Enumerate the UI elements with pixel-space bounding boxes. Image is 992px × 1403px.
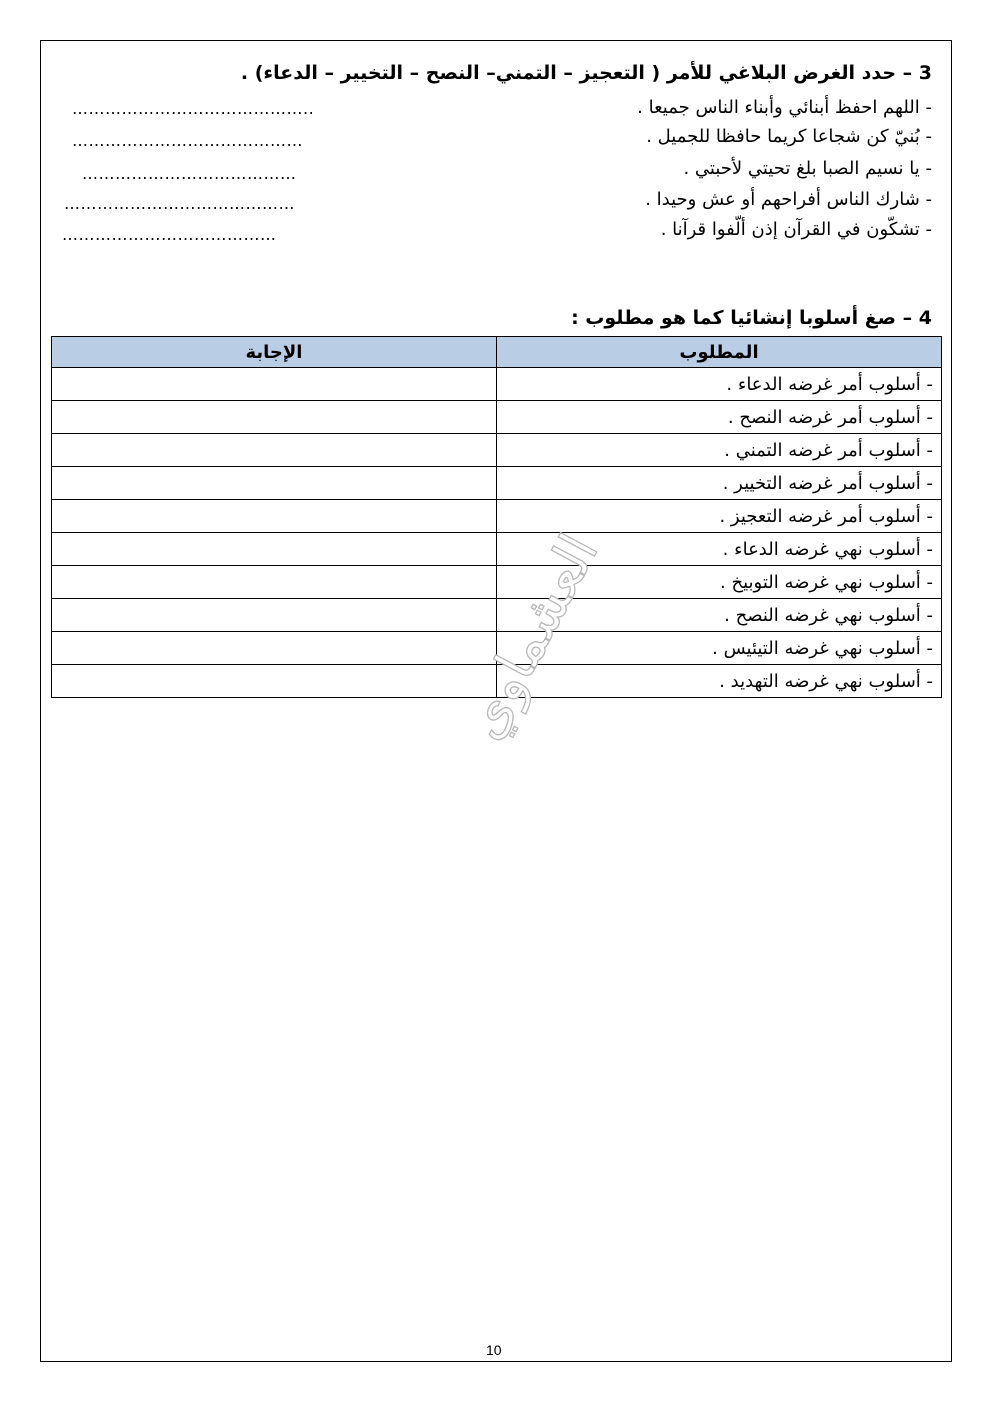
table-header-row [52,337,942,368]
required-cell: - أسلوب أمر غرضه التعجيز . [496,500,941,533]
table-row [52,368,942,401]
required-cell: - أسلوب أمر غرضه التخيير . [496,467,941,500]
answer-cell[interactable] [52,632,497,665]
question-4-title: 4 – صغ أسلوبا إنشائيا كما هو مطلوب : [571,307,932,329]
table-row [52,434,942,467]
answer-cell[interactable] [52,599,497,632]
answer-cell[interactable] [52,566,497,599]
table-row [52,467,942,500]
header-required: المطلوب [496,337,941,368]
table-row [52,599,942,632]
q3-answer-blank-1: …………………………………….. [72,99,315,118]
required-cell: - أسلوب أمر غرضه التمني . [496,434,941,467]
answer-cell[interactable] [52,533,497,566]
author-watermark: العشماوي [450,523,611,750]
q3-answer-blank-3: ………………………………… [82,164,297,183]
q3-sentence-3: - يا نسيم الصبا بلغ تحيتي لأحبتي . [683,158,932,179]
page-number: 10 [486,1342,502,1358]
required-cell: - أسلوب نهي غرضه التيئيس . [496,632,941,665]
q3-answer-blank-4: …………………………………… [64,194,295,213]
required-cell: - أسلوب نهي غرضه النصح . [496,599,941,632]
answer-cell[interactable] [52,500,497,533]
required-cell: - أسلوب نهي غرضه التوبيخ . [496,566,941,599]
required-cell: - أسلوب نهي غرضه التهديد . [496,665,941,698]
question-3-title: 3 – حدد الغرض البلاغي للأمر ( التعجيز – التمني– النصح – التخيير – الدعاء) . [240,62,932,84]
answer-cell[interactable] [52,467,497,500]
table-row [52,401,942,434]
table-row [52,533,942,566]
q3-answer-blank-2: …………………………………… [72,131,303,150]
q3-sentence-2: - بُنيّ كن شجاعا كريما حافظا للجميل . [646,126,932,147]
required-cell: - أسلوب أمر غرضه النصح . [496,401,941,434]
q3-sentence-5: - تشكّون في القرآن إذن ألّفوا قرآنا . [660,219,932,240]
answer-cell[interactable] [52,368,497,401]
answer-cell[interactable] [52,665,497,698]
q3-sentence-4: - شارك الناس أفراحهم أو عش وحيدا . [645,189,932,210]
required-cell: - أسلوب نهي غرضه الدعاء . [496,533,941,566]
table-row [52,566,942,599]
required-cell: - أسلوب أمر غرضه الدعاء . [496,368,941,401]
q3-answer-blank-5: ………………………………… [62,225,277,244]
answer-cell[interactable] [52,401,497,434]
q3-sentence-1: - اللهم احفظ أبنائي وأبناء الناس جميعا . [637,97,932,118]
table-row [52,500,942,533]
header-answer: الإجابة [52,337,497,368]
answer-cell[interactable] [52,434,497,467]
